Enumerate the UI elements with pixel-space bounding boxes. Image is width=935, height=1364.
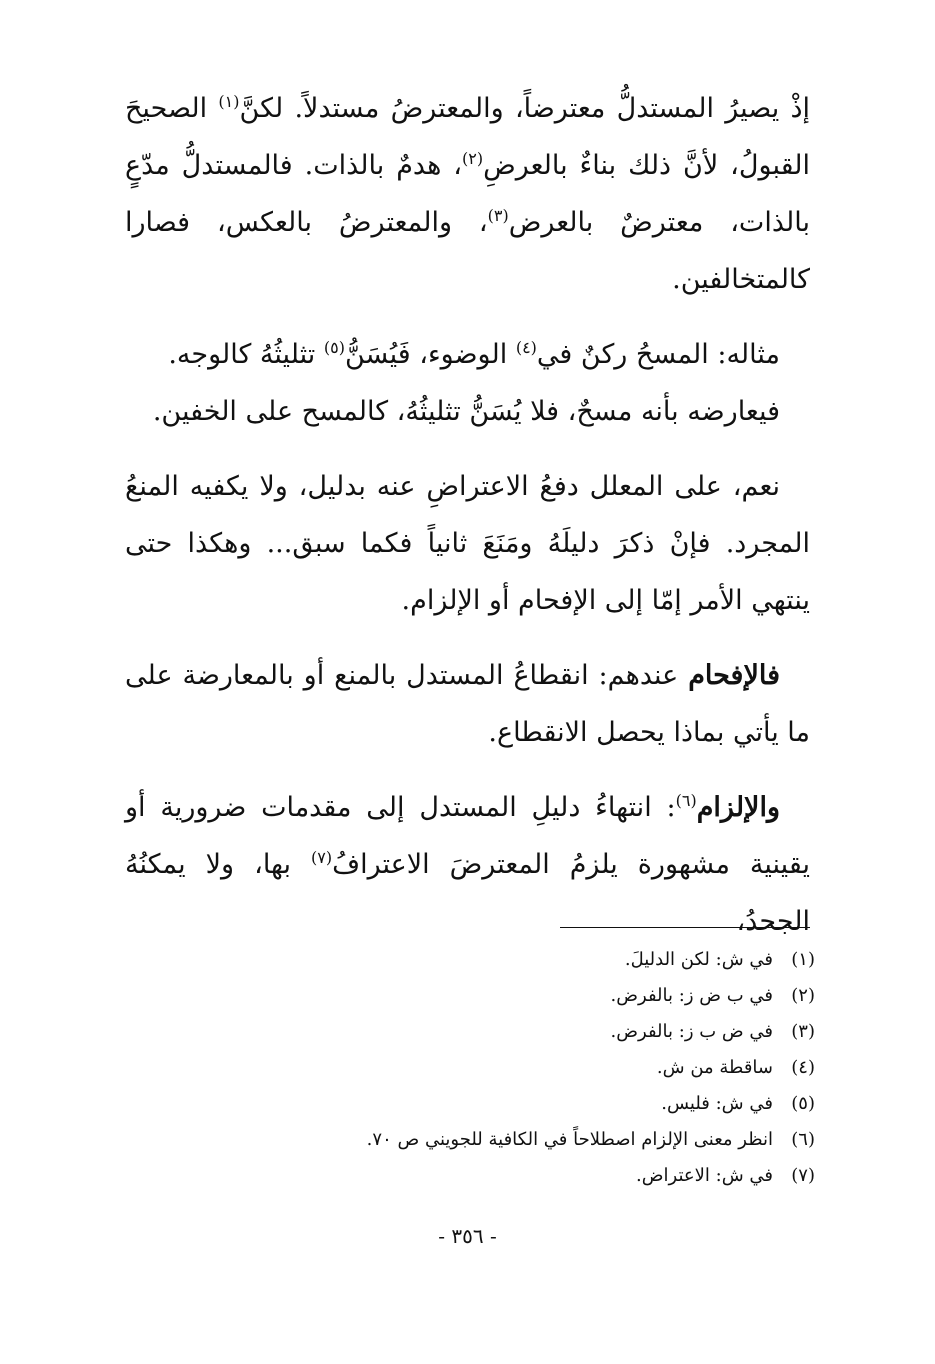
text-run: ، والمعترضُ بالعكس، فصارا كالمتخالفين. <box>125 207 810 295</box>
footnote-ref-2[interactable]: (٢) <box>461 149 484 168</box>
footnote-2 <box>125 978 815 1014</box>
footnote-ref-1[interactable]: (١) <box>218 92 240 111</box>
paragraph-3: فيعارضه بأنه مسحٌ، فلا يُسَنُّ تثليثُهُ، كالمسح على الخفين. <box>152 396 780 427</box>
text-run: ، هدمٌ بالذات. فالمستدلُّ مدّعٍ بالذات، معترضٌ بالعرض <box>125 150 810 238</box>
text-run: مثاله: المسحُ ركنٌ في <box>536 339 780 370</box>
term-ifham: فالإفحام <box>688 660 780 691</box>
footnotes-list <box>125 942 815 1194</box>
footnote-number: (٣) <box>791 1021 815 1042</box>
footnote-text: ساقطة من ش. <box>656 1057 773 1078</box>
footnote-number: (٧) <box>791 1165 815 1186</box>
footnote-ref-3[interactable]: (٣) <box>487 206 509 225</box>
text-run: : انتهاءُ دليلِ المستدل إلى مقدمات ضرورية أو يقينية مشهورة يلزمُ المعترضَ الاعترافُ <box>125 792 810 880</box>
footnote-text: في ش: فليس. <box>661 1093 773 1114</box>
footnote-text: في ض ب ز: بالفرض. <box>610 1021 773 1042</box>
term-ilzam: والإلزام <box>696 792 780 823</box>
paragraph-5 <box>125 647 810 761</box>
footnote-ref-5[interactable]: (٥) <box>323 338 345 357</box>
page-number: - ٣٥٦ - <box>438 1224 497 1248</box>
footnote-4 <box>125 1050 815 1086</box>
footnote-5 <box>125 1086 815 1122</box>
footnote-ref-6[interactable]: (٦) <box>675 791 697 810</box>
footnote-number: (٥) <box>791 1093 815 1114</box>
footnote-number: (٢) <box>791 985 815 1006</box>
footnote-text: في ب ض ز: بالفرض. <box>610 985 773 1006</box>
footnote-text: في ش: الاعتراض. <box>636 1165 773 1186</box>
footnote-number: (٤) <box>791 1057 815 1078</box>
paragraph-6 <box>125 779 810 950</box>
footnote-divider <box>560 927 810 928</box>
text-run: إذْ يصيرُ المستدلُّ معترضاً، والمعترضُ مستدلاً. لكنَّ <box>239 93 810 124</box>
text-run: الوضوء، فَيُسَنُّ <box>344 339 516 370</box>
footnote-text: في ش: لكن الدليلَ. <box>624 949 773 970</box>
footnote-1 <box>125 942 815 978</box>
footnote-number: (١) <box>791 949 815 970</box>
text-run: بها، ولا يمكنُهُ الجحدُ، <box>125 849 810 937</box>
footnote-3 <box>125 1014 815 1050</box>
text-run: تثليثُهُ كالوجه. <box>168 339 324 370</box>
footnote-ref-4[interactable]: (٤) <box>515 338 537 357</box>
text-run: الصحيحَ القبولُ، لأنَّ ذلك بناءٌ بالعرضِ <box>125 93 810 181</box>
paragraph-2 <box>125 326 810 383</box>
footnote-text: انظر معنى الإلزام اصطلاحاً في الكافية للجويني ص ٧٠. <box>366 1129 773 1150</box>
footnote-6 <box>125 1122 815 1158</box>
text-run: عندهم: انقطاعُ المستدل بالمنع أو بالمعارضة على ما يأتي بماذا يحصل الانقطاع. <box>125 660 810 748</box>
paragraph-4: نعم، على المعلل دفعُ الاعتراضِ عنه بدليل، ولا يكفيه المنعُ المجرد. فإنْ ذكرَ دليلَهُ ومَنَعَ ثانياً فكما سبق... وهكذا حتى ينتهي الأمر إمّا إلى الإفحام أو الإلزام. <box>125 471 810 616</box>
footnote-7 <box>125 1158 815 1194</box>
footnote-ref-7[interactable]: (٧) <box>311 848 333 867</box>
footnote-number: (٦) <box>791 1129 815 1150</box>
paragraph-1 <box>125 80 810 308</box>
